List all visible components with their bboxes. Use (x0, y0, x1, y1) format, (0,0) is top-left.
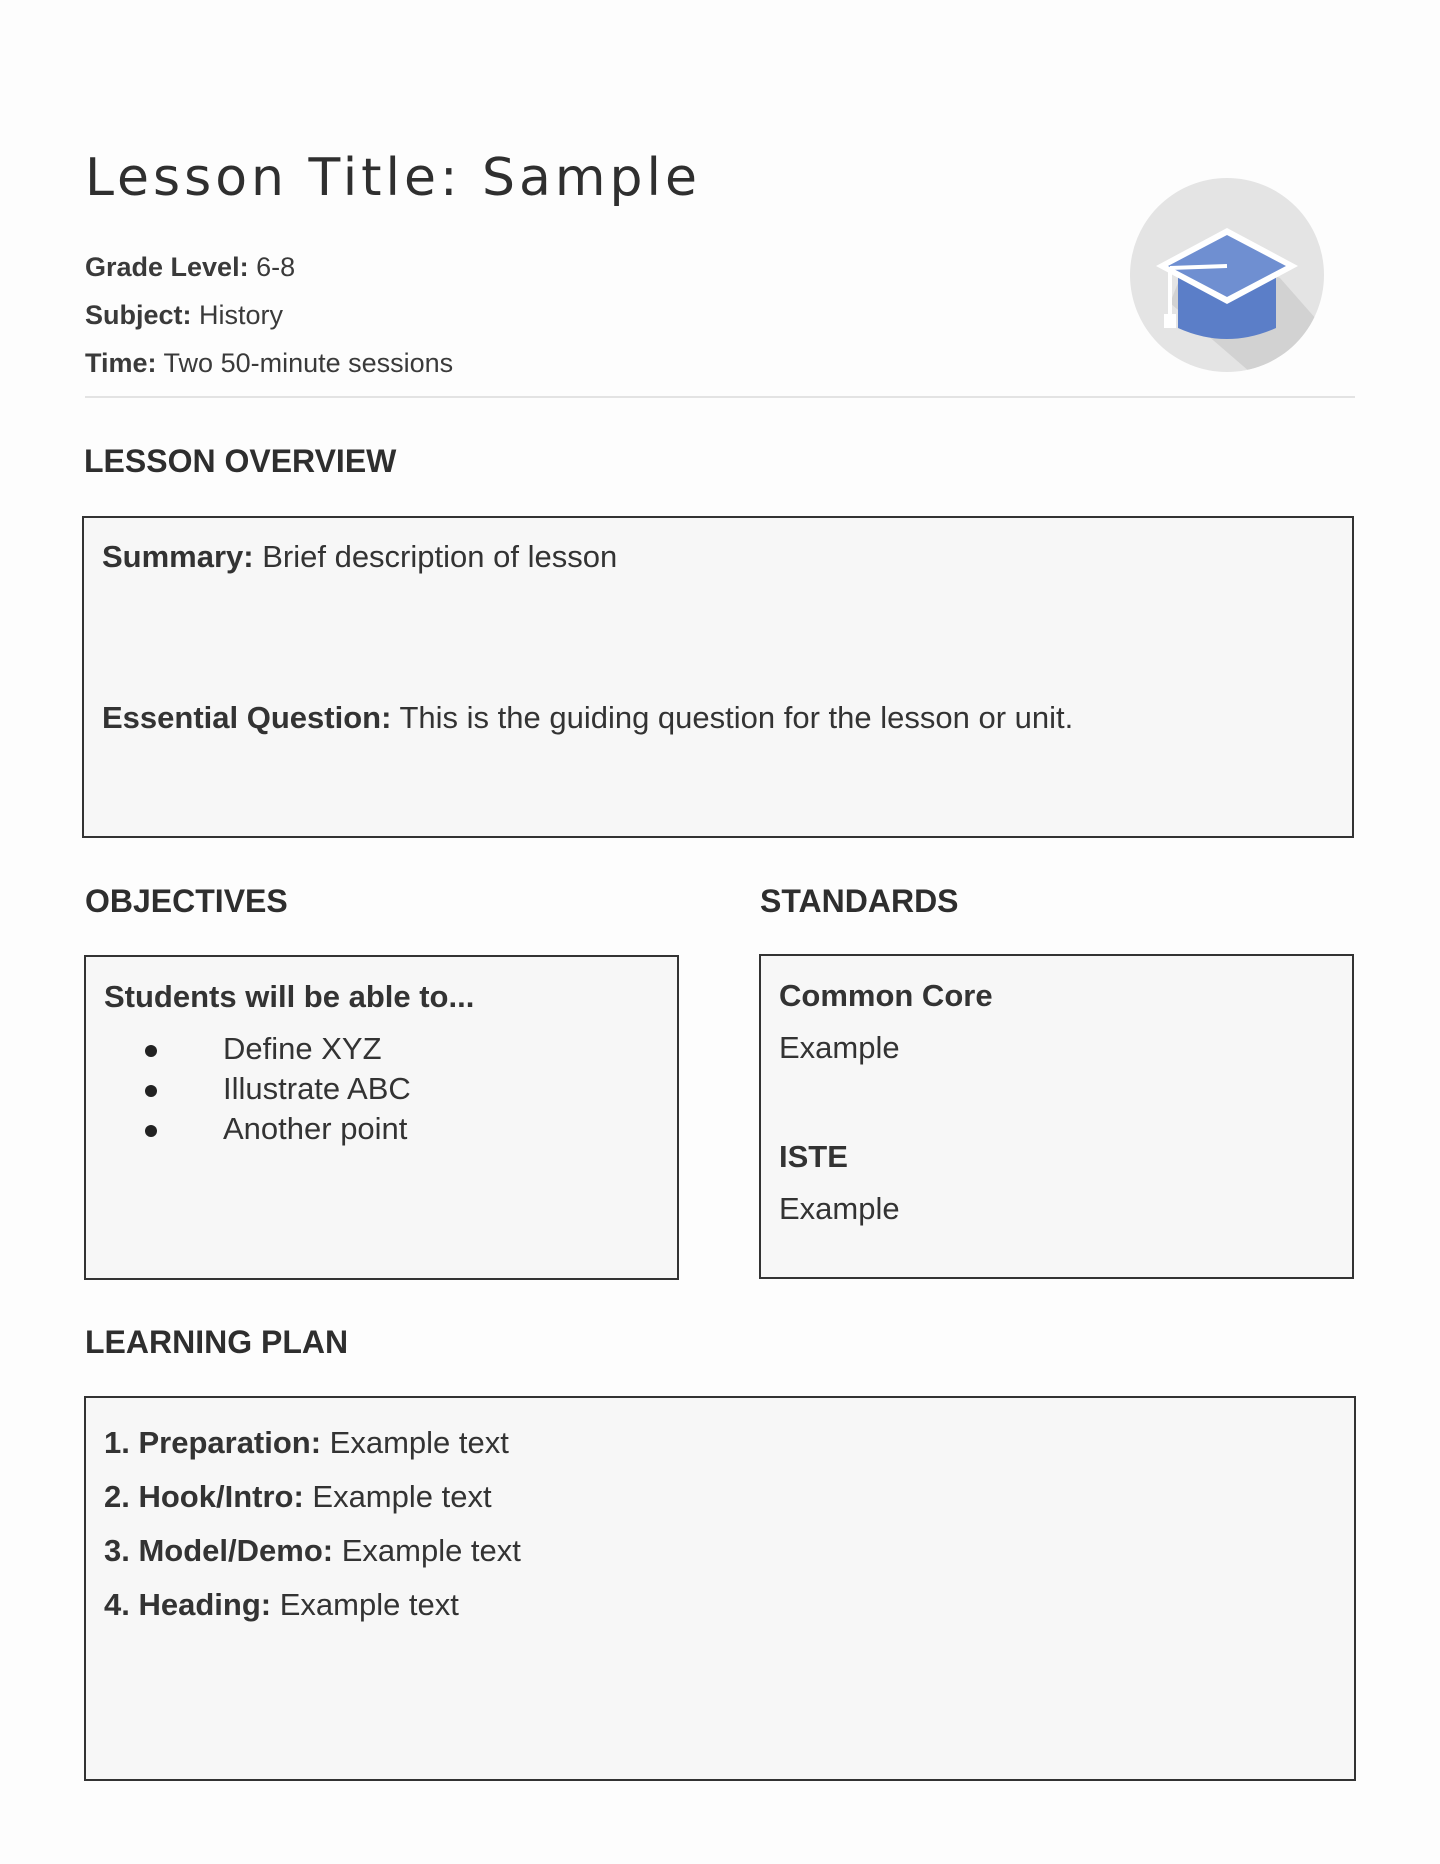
step-text: Example text (271, 1587, 459, 1622)
objective-text: Illustrate ABC (223, 1071, 411, 1106)
common-core-label: Common Core (779, 978, 993, 1013)
iste-value: Example (779, 1191, 900, 1226)
bullet-icon (145, 1085, 157, 1097)
time-value: Two 50-minute sessions (156, 348, 454, 378)
overview-heading: LESSON OVERVIEW (84, 443, 397, 479)
essential-question-text: This is the guiding question for the lesson or unit. (391, 700, 1074, 735)
summary-line (102, 539, 617, 575)
step-text: Example text (303, 1479, 492, 1514)
bullet-icon (145, 1125, 157, 1137)
subject-value: History (191, 300, 284, 330)
learning-plan-heading: LEARNING PLAN (85, 1324, 349, 1360)
summary-text: Brief description of lesson (253, 539, 618, 574)
step-label: 1. Preparation: (104, 1425, 322, 1460)
time-label: Time: (85, 348, 157, 378)
grade-level-value: 6-8 (248, 252, 296, 282)
overview-box (82, 516, 1354, 838)
objectives-box (84, 955, 679, 1280)
graduation-cap-icon (1130, 178, 1324, 372)
standards-heading: STANDARDS (760, 883, 959, 919)
subject-label: Subject: (85, 300, 192, 330)
summary-label: Summary: (102, 539, 254, 574)
list-item (104, 1578, 521, 1632)
iste-label: ISTE (779, 1139, 848, 1174)
list-item (104, 1524, 521, 1578)
essential-question-label: Essential Question: (102, 700, 392, 735)
grade-level-line (85, 243, 453, 291)
list-item (104, 1470, 521, 1524)
subject-line (85, 291, 453, 339)
step-label: 2. Hook/Intro: (104, 1479, 304, 1514)
page-title: Lesson Title: Sample (85, 148, 701, 208)
objective-text: Define XYZ (223, 1031, 382, 1066)
lesson-meta (85, 243, 453, 387)
learning-plan-box (84, 1396, 1356, 1781)
objectives-heading: OBJECTIVES (85, 883, 288, 919)
common-core-value: Example (779, 1030, 900, 1065)
list-item (138, 1069, 411, 1109)
essential-question-line (102, 700, 1073, 736)
bullet-icon (145, 1045, 157, 1057)
time-line (85, 339, 453, 387)
list-item (104, 1416, 521, 1470)
list-item (138, 1029, 411, 1069)
step-label: 4. Heading: (104, 1587, 272, 1622)
grade-level-label: Grade Level: (85, 252, 249, 282)
learning-plan-list (104, 1416, 521, 1632)
objective-text: Another point (223, 1111, 408, 1146)
step-label: 3. Model/Demo: (104, 1533, 334, 1568)
step-text: Example text (321, 1425, 509, 1460)
objectives-list (138, 1029, 411, 1149)
objectives-intro: Students will be able to... (104, 979, 475, 1014)
list-item (138, 1109, 411, 1149)
standards-box (759, 954, 1354, 1279)
step-text: Example text (333, 1533, 521, 1568)
header-divider (85, 396, 1355, 398)
